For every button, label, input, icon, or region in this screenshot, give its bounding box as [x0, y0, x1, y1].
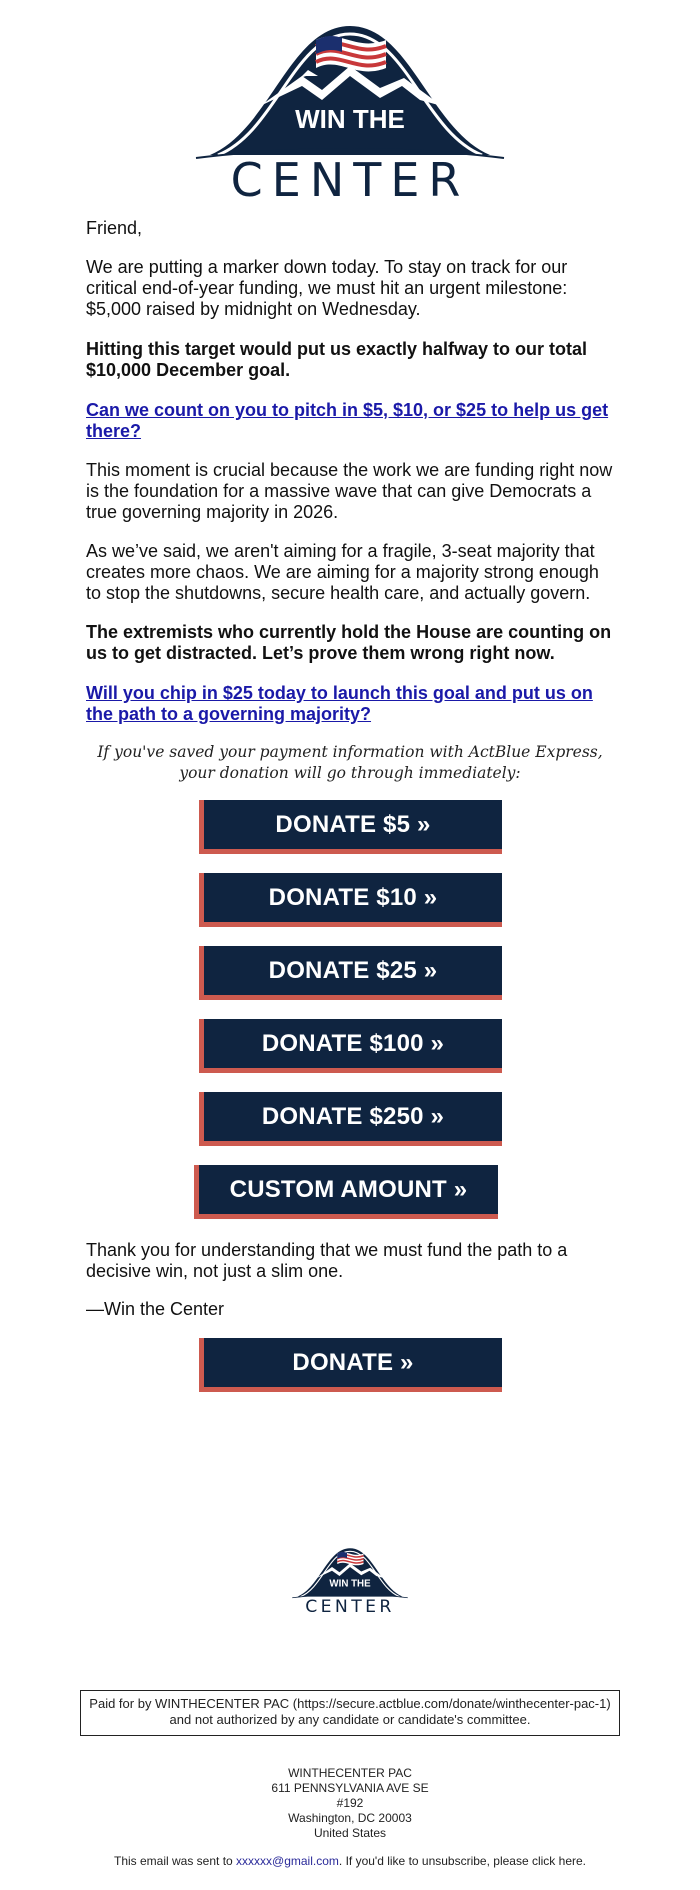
donate-100-button[interactable]: DONATE $100 » [199, 1019, 502, 1073]
paragraph-thanks: Thank you for understanding that we must fund the path to a decisive win, not just a slim one. [86, 1240, 568, 1281]
donate-link-25[interactable]: Will you chip in $25 today to launch this goal and put us on the path to a governing majority? [86, 683, 593, 724]
donate-250-button[interactable]: DONATE $250 » [199, 1092, 502, 1146]
svg-text:WIN THE: WIN THE [295, 104, 405, 134]
address-city: Washington, DC 20003 [288, 1811, 412, 1825]
paragraph-milestone: We are putting a marker down today. To stay on track for our critical end-of-year funding, we must hit an urgent milestone: $5,000 raised by midnight on Wednesday. [86, 257, 568, 319]
donate-25-button[interactable]: DONATE $25 » [199, 946, 502, 1000]
unsubscribe-line [0, 1854, 700, 1868]
paid-for-disclaimer: Paid for by WINTHECENTER PAC (https://secure.actblue.com/donate/winthecenter-pac-1) and not authorized by any candidate or candidate's committee. [80, 1690, 620, 1736]
svg-text:CENTER: CENTER [305, 1597, 395, 1617]
address-org: WINTHECENTER PAC [288, 1766, 412, 1780]
custom-amount-button[interactable]: CUSTOM AMOUNT » [194, 1165, 498, 1219]
donate-10-button[interactable]: DONATE $10 » [199, 873, 502, 927]
recipient-email: xxxxxx@gmail.com [236, 1854, 339, 1868]
address-street: 611 PENNSYLVANIA AVE SE [271, 1781, 429, 1795]
paragraph-strong-majority: As we’ve said, we aren't aiming for a fragile, 3-seat majority that creates more chaos. We are aiming for a majority strong enough to stop the shutdowns, secure health care, and actually govern. [86, 541, 599, 603]
paragraph-halfway-goal: Hitting this target would put us exactly halfway to our total $10,000 December goal. [86, 339, 588, 380]
donate-link-small-amounts[interactable]: Can we count on you to pitch in $5, $10, or $25 to help us get there? [86, 400, 609, 441]
address-suite: #192 [336, 1796, 364, 1810]
sent-prefix: This email was sent to [113, 1854, 237, 1868]
donate-5-button[interactable]: DONATE $5 » [199, 800, 502, 854]
actblue-express-note: If you've saved your payment information with ActBlue Express, your donation will go through immediately: [97, 743, 603, 782]
paragraph-extremists: The extremists who currently hold the House are counting on us to get distracted. Let’s prove them wrong right now. [86, 622, 612, 663]
donate-button[interactable]: DONATE » [199, 1338, 502, 1392]
svg-text:WIN THE: WIN THE [329, 1578, 371, 1590]
paragraph-crucial-moment: This moment is crucial because the work we are funding right now is the foundation for a massive wave that can give Democrats a true governing majority in 2026. [86, 460, 613, 522]
unsubscribe-text[interactable]: . If you'd like to unsubscribe, please click here. [338, 1854, 586, 1868]
address-country: United States [313, 1826, 387, 1840]
logo-footer [0, 1533, 700, 1625]
win-the-center-logo-small [290, 1533, 410, 1625]
greeting: Friend, [86, 218, 143, 238]
logo-header [0, 18, 700, 198]
svg-text:CENTER: CENTER [230, 153, 470, 198]
signoff: —Win the Center [86, 1299, 225, 1319]
win-the-center-logo [190, 18, 510, 198]
